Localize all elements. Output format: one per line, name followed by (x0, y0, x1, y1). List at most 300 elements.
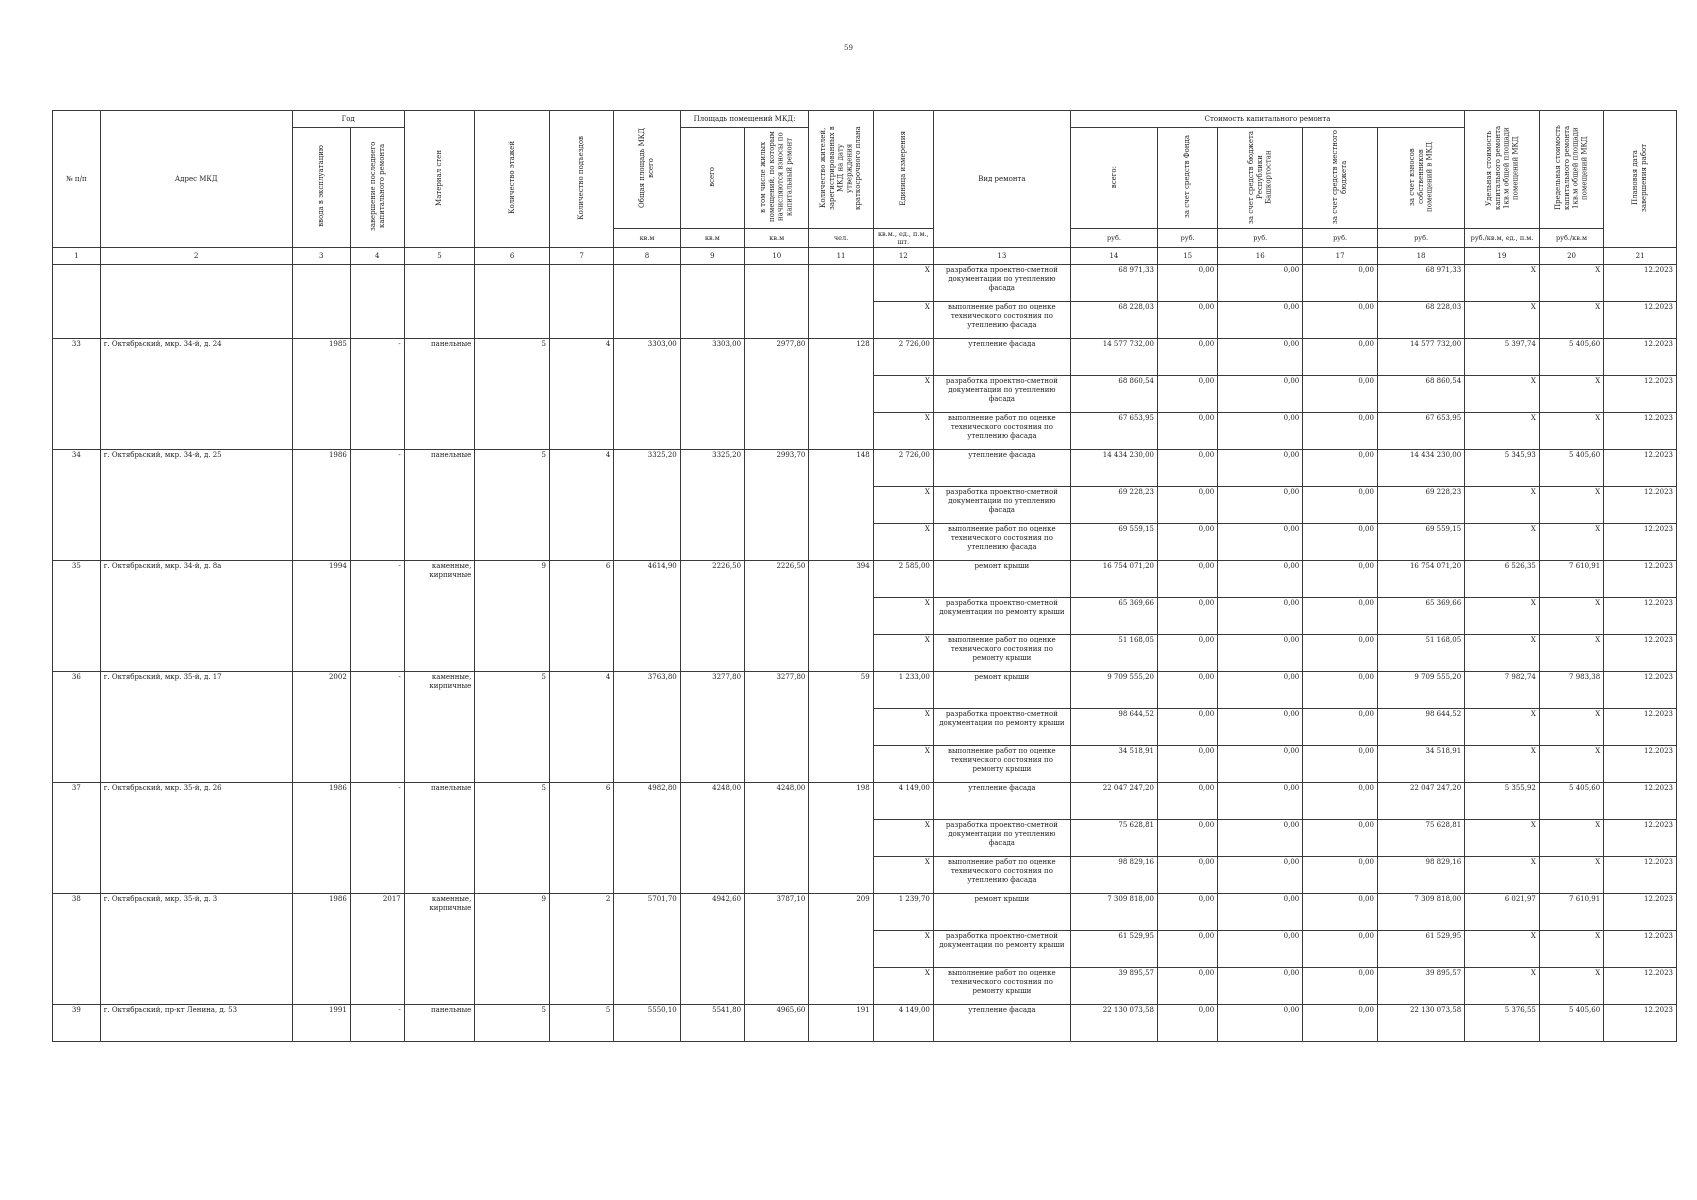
cell-repair: утепление фасада (933, 339, 1070, 376)
cell-fund: 0,00 (1158, 709, 1218, 746)
blank-cell (350, 265, 404, 339)
table-row-house (53, 1005, 1677, 1042)
cell-date: 12.2023 (1604, 561, 1677, 598)
cell-last: - (350, 783, 404, 894)
cell-fund: 0,00 (1158, 339, 1218, 376)
cell-date: 12.2023 (1604, 339, 1677, 376)
cell-year: 1994 (292, 561, 350, 672)
cell-total: 61 529,95 (1070, 931, 1157, 968)
cell-date: 12.2023 (1604, 783, 1677, 820)
cell-address: г. Октябрьский, мкр. 34-й, д. 25 (100, 450, 292, 561)
cell-maxc: Х (1539, 487, 1603, 524)
cell-area: 3763,80 (614, 672, 680, 783)
cell-year: 1991 (292, 1005, 350, 1042)
cell-owners: 68 228,03 (1377, 302, 1464, 339)
cell-repair: разработка проектно-сметной документации по ремонту крыши (933, 931, 1070, 968)
cell-total: 75 628,81 (1070, 820, 1157, 857)
cell-repair: выполнение работ по оценке технического состояния по ремонту крыши (933, 968, 1070, 1005)
cell-total: 51 168,05 (1070, 635, 1157, 672)
cell-prem: 5541,80 (680, 1005, 744, 1042)
cell-area: 5701,70 (614, 894, 680, 1005)
unit-cell: кв.м (680, 229, 744, 248)
cell-year: 2002 (292, 672, 350, 783)
cell-local: 0,00 (1303, 376, 1378, 413)
column-number: 4 (350, 248, 404, 265)
cell-total: 98 644,52 (1070, 709, 1157, 746)
cell-ucost: 7 982,74 (1465, 672, 1540, 709)
cell-unit: Х (873, 746, 933, 783)
cell-area: 3325,20 (614, 450, 680, 561)
cell-total: 68 860,54 (1070, 376, 1157, 413)
cell-local: 0,00 (1303, 746, 1378, 783)
cell-maxc: Х (1539, 413, 1603, 450)
cell-total: 68 228,03 (1070, 302, 1157, 339)
table-row-house (53, 561, 1677, 598)
cell-area: 4614,90 (614, 561, 680, 672)
column-number: 8 (614, 248, 680, 265)
cell-total: 65 369,66 (1070, 598, 1157, 635)
cell-entr: 4 (550, 339, 614, 450)
cell-rep: 0,00 (1218, 339, 1303, 376)
cell-owners: 34 518,91 (1377, 746, 1464, 783)
cell-local: 0,00 (1303, 894, 1378, 931)
cell-address: г. Октябрьский, мкр. 34-й, д. 8а (100, 561, 292, 672)
cell-rep: 0,00 (1218, 413, 1303, 450)
cell-owners: 69 559,15 (1377, 524, 1464, 561)
cell-owners: 65 369,66 (1377, 598, 1464, 635)
cell-total: 22 047 247,20 (1070, 783, 1157, 820)
cell-total: 7 309 818,00 (1070, 894, 1157, 931)
header-total-area: Общая площадь МКД всего (614, 111, 680, 229)
cell-local: 0,00 (1303, 561, 1378, 598)
cell-rep: 0,00 (1218, 931, 1303, 968)
header-no: № п/п (53, 111, 101, 248)
cell-owners: 14 434 230,00 (1377, 450, 1464, 487)
cell-ucost: Х (1465, 413, 1540, 450)
cell-owners: 98 644,52 (1377, 709, 1464, 746)
cell-rep: 0,00 (1218, 265, 1303, 302)
cell-owners: 22 047 247,20 (1377, 783, 1464, 820)
cell-repair: выполнение работ по оценке технического состояния по утеплению фасада (933, 302, 1070, 339)
cell-date: 12.2023 (1604, 524, 1677, 561)
blank-cell (53, 265, 101, 339)
cell-total: 14 434 230,00 (1070, 450, 1157, 487)
cell-repair: утепление фасада (933, 450, 1070, 487)
cell-repair: выполнение работ по оценке технического состояния по утеплению фасада (933, 413, 1070, 450)
cell-date: 12.2023 (1604, 450, 1677, 487)
cell-ucost: Х (1465, 635, 1540, 672)
cell-date: 12.2023 (1604, 820, 1677, 857)
cell-owners: 7 309 818,00 (1377, 894, 1464, 931)
cell-floors: 9 (475, 561, 550, 672)
cell-total: 69 559,15 (1070, 524, 1157, 561)
header-cost-republic: за счет средств бюджета Республики Башкортостан (1218, 128, 1303, 229)
cell-unit: Х (873, 413, 933, 450)
header-year-last-repair: завершение последнего капитального ремонта (350, 128, 404, 248)
cell-fund: 0,00 (1158, 783, 1218, 820)
cell-fund: 0,00 (1158, 1005, 1218, 1042)
cell-total: 34 518,91 (1070, 746, 1157, 783)
cell-contrib: 4965,60 (745, 1005, 809, 1042)
cell-ucost: Х (1465, 265, 1540, 302)
cell-local: 0,00 (1303, 672, 1378, 709)
cell-unit: Х (873, 302, 933, 339)
header-cost-total: всего: (1070, 128, 1157, 229)
cell-repair: утепление фасада (933, 783, 1070, 820)
cell-prem: 4942,60 (680, 894, 744, 1005)
cell-maxc: 7 983,38 (1539, 672, 1603, 709)
blank-cell (404, 265, 475, 339)
cell-maxc: 5 405,60 (1539, 783, 1603, 820)
blank-cell (614, 265, 680, 339)
cell-no: 33 (53, 339, 101, 450)
blank-cell (475, 265, 550, 339)
header-unit-cost: Удельная стоимость капитального ремонта 1кв.м общей площади помещений МКД (1465, 111, 1540, 229)
cell-wall: панельные (404, 783, 475, 894)
cell-contrib: 3787,10 (745, 894, 809, 1005)
cell-ucost: Х (1465, 376, 1540, 413)
cell-wall: панельные (404, 339, 475, 450)
cell-repair: ремонт крыши (933, 894, 1070, 931)
cell-last: - (350, 672, 404, 783)
column-number: 1 (53, 248, 101, 265)
column-number: 11 (809, 248, 873, 265)
column-number: 7 (550, 248, 614, 265)
cell-rep: 0,00 (1218, 302, 1303, 339)
unit-cell: руб./кв.м, ед., п.м. (1465, 229, 1540, 248)
cell-rep: 0,00 (1218, 1005, 1303, 1042)
cell-contrib: 2226,50 (745, 561, 809, 672)
cell-maxc: Х (1539, 968, 1603, 1005)
cell-res: 191 (809, 1005, 873, 1042)
cell-unit: 2 726,00 (873, 450, 933, 487)
cell-rep: 0,00 (1218, 561, 1303, 598)
cell-rep: 0,00 (1218, 598, 1303, 635)
column-number: 21 (1604, 248, 1677, 265)
page-number: 59 (844, 44, 853, 52)
unit-cell: руб. (1070, 229, 1157, 248)
cell-total: 16 754 071,20 (1070, 561, 1157, 598)
cell-entr: 4 (550, 672, 614, 783)
blank-cell (680, 265, 744, 339)
cell-entr: 2 (550, 894, 614, 1005)
cell-local: 0,00 (1303, 1005, 1378, 1042)
cell-unit: 2 585,00 (873, 561, 933, 598)
cell-owners: 16 754 071,20 (1377, 561, 1464, 598)
cell-area: 5550,10 (614, 1005, 680, 1042)
header-premises: Площадь помещений МКД: (680, 111, 809, 128)
column-number: 5 (404, 248, 475, 265)
cell-address: г. Октябрьский, мкр. 35-й, д. 17 (100, 672, 292, 783)
cell-local: 0,00 (1303, 339, 1378, 376)
cell-local: 0,00 (1303, 709, 1378, 746)
cell-ucost: Х (1465, 709, 1540, 746)
cell-maxc: Х (1539, 265, 1603, 302)
cell-total: 68 971,33 (1070, 265, 1157, 302)
cell-local: 0,00 (1303, 857, 1378, 894)
cell-ucost: Х (1465, 820, 1540, 857)
column-number: 10 (745, 248, 809, 265)
table-row-house (53, 450, 1677, 487)
cell-floors: 5 (475, 450, 550, 561)
cell-prem: 4248,00 (680, 783, 744, 894)
cell-repair: разработка проектно-сметной документации по утеплению фасада (933, 376, 1070, 413)
cell-total: 14 577 732,00 (1070, 339, 1157, 376)
column-number-row (53, 248, 1677, 265)
cell-ucost: 6 021,97 (1465, 894, 1540, 931)
cell-date: 12.2023 (1604, 709, 1677, 746)
cell-no: 38 (53, 894, 101, 1005)
column-number: 14 (1070, 248, 1157, 265)
cell-res: 198 (809, 783, 873, 894)
header-year-commission: ввода в эксплуатацию (292, 128, 350, 248)
cell-repair: разработка проектно-сметной документации по утеплению фасада (933, 820, 1070, 857)
cell-ucost: 5 376,55 (1465, 1005, 1540, 1042)
unit-cell: кв.м (614, 229, 680, 248)
cell-fund: 0,00 (1158, 672, 1218, 709)
cell-prem: 3325,20 (680, 450, 744, 561)
cell-ucost: Х (1465, 524, 1540, 561)
cell-owners: 22 130 073,58 (1377, 1005, 1464, 1042)
cell-maxc: Х (1539, 376, 1603, 413)
blank-cell (100, 265, 292, 339)
unit-cell: руб. (1158, 229, 1218, 248)
cell-local: 0,00 (1303, 931, 1378, 968)
cell-unit: Х (873, 931, 933, 968)
cell-fund: 0,00 (1158, 968, 1218, 1005)
cell-owners: 98 829,16 (1377, 857, 1464, 894)
header-premises-total: всего (680, 128, 744, 229)
header-cost-local: за счет средств местного бюджета (1303, 128, 1378, 229)
cell-repair: ремонт крыши (933, 561, 1070, 598)
cell-floors: 9 (475, 894, 550, 1005)
cell-entr: 5 (550, 1005, 614, 1042)
table-header (53, 111, 1677, 265)
cell-contrib: 2977,80 (745, 339, 809, 450)
cell-owners: 75 628,81 (1377, 820, 1464, 857)
cell-repair: выполнение работ по оценке технического состояния по ремонту крыши (933, 635, 1070, 672)
table-body (53, 265, 1677, 1042)
cell-rep: 0,00 (1218, 894, 1303, 931)
cell-unit: Х (873, 635, 933, 672)
cell-date: 12.2023 (1604, 931, 1677, 968)
cell-maxc: 5 405,60 (1539, 1005, 1603, 1042)
cell-repair: выполнение работ по оценке технического состояния по утеплению фасада (933, 524, 1070, 561)
cell-unit: Х (873, 857, 933, 894)
cell-wall: панельные (404, 450, 475, 561)
cell-unit: 4 149,00 (873, 1005, 933, 1042)
cell-local: 0,00 (1303, 413, 1378, 450)
cell-date: 12.2023 (1604, 302, 1677, 339)
cell-rep: 0,00 (1218, 487, 1303, 524)
cell-maxc: Х (1539, 820, 1603, 857)
cell-total: 69 228,23 (1070, 487, 1157, 524)
header-unit-measure: Единица измерения (873, 111, 933, 229)
cell-fund: 0,00 (1158, 561, 1218, 598)
cell-prem: 3303,00 (680, 339, 744, 450)
cell-fund: 0,00 (1158, 302, 1218, 339)
cell-floors: 5 (475, 1005, 550, 1042)
cell-unit: Х (873, 598, 933, 635)
cell-wall: каменные, кирпичные (404, 561, 475, 672)
cell-unit: Х (873, 524, 933, 561)
cell-ucost: 5 345,93 (1465, 450, 1540, 487)
cell-local: 0,00 (1303, 968, 1378, 1005)
repair-plan-table-wrap (52, 110, 1677, 1042)
cell-owners: 68 860,54 (1377, 376, 1464, 413)
header-cost: Стоимость капитального ремонта (1070, 111, 1464, 128)
column-number: 13 (933, 248, 1070, 265)
cell-maxc: 7 610,91 (1539, 894, 1603, 931)
cell-last: - (350, 1005, 404, 1042)
cell-last: 2017 (350, 894, 404, 1005)
cell-fund: 0,00 (1158, 894, 1218, 931)
cell-prem: 2226,50 (680, 561, 744, 672)
cell-maxc: Х (1539, 857, 1603, 894)
cell-owners: 14 577 732,00 (1377, 339, 1464, 376)
table-row-house (53, 672, 1677, 709)
cell-fund: 0,00 (1158, 598, 1218, 635)
cell-res: 209 (809, 894, 873, 1005)
cell-ucost: Х (1465, 968, 1540, 1005)
cell-owners: 69 228,23 (1377, 487, 1464, 524)
cell-total: 22 130 073,58 (1070, 1005, 1157, 1042)
cell-local: 0,00 (1303, 820, 1378, 857)
cell-rep: 0,00 (1218, 820, 1303, 857)
cell-res: 59 (809, 672, 873, 783)
cell-unit: 2 726,00 (873, 339, 933, 376)
cell-repair: разработка проектно-сметной документации по утеплению фасада (933, 487, 1070, 524)
table-row-house (53, 339, 1677, 376)
cell-rep: 0,00 (1218, 635, 1303, 672)
cell-no: 39 (53, 1005, 101, 1042)
cell-floors: 5 (475, 339, 550, 450)
unit-cell: руб. (1218, 229, 1303, 248)
cell-local: 0,00 (1303, 265, 1378, 302)
cell-wall: каменные, кирпичные (404, 894, 475, 1005)
cell-local: 0,00 (1303, 302, 1378, 339)
cell-contrib: 4248,00 (745, 783, 809, 894)
cell-date: 12.2023 (1604, 376, 1677, 413)
cell-owners: 51 168,05 (1377, 635, 1464, 672)
cell-date: 12.2023 (1604, 1005, 1677, 1042)
unit-cell: руб. (1377, 229, 1464, 248)
cell-year: 1986 (292, 894, 350, 1005)
column-number: 17 (1303, 248, 1378, 265)
cell-local: 0,00 (1303, 598, 1378, 635)
cell-date: 12.2023 (1604, 857, 1677, 894)
cell-maxc: Х (1539, 746, 1603, 783)
cell-maxc: Х (1539, 302, 1603, 339)
header-entrances: Количество подъездов (550, 111, 614, 248)
table-row-house (53, 783, 1677, 820)
cell-total: 9 709 555,20 (1070, 672, 1157, 709)
cell-local: 0,00 (1303, 635, 1378, 672)
cell-local: 0,00 (1303, 450, 1378, 487)
header-address: Адрес МКД (100, 111, 292, 248)
cell-local: 0,00 (1303, 524, 1378, 561)
cell-unit: Х (873, 709, 933, 746)
cell-last: - (350, 339, 404, 450)
cell-owners: 67 653,95 (1377, 413, 1464, 450)
cell-fund: 0,00 (1158, 820, 1218, 857)
cell-repair: разработка проектно-сметной документации по утеплению фасада (933, 265, 1070, 302)
cell-unit: Х (873, 968, 933, 1005)
cell-unit: Х (873, 820, 933, 857)
cell-address: г. Октябрьский, мкр. 35-й, д. 3 (100, 894, 292, 1005)
cell-date: 12.2023 (1604, 894, 1677, 931)
cell-maxc: Х (1539, 931, 1603, 968)
cell-fund: 0,00 (1158, 524, 1218, 561)
column-number: 15 (1158, 248, 1218, 265)
cell-local: 0,00 (1303, 487, 1378, 524)
cell-res: 128 (809, 339, 873, 450)
cell-repair: разработка проектно-сметной документации по ремонту крыши (933, 709, 1070, 746)
cell-year: 1985 (292, 339, 350, 450)
cell-entr: 4 (550, 450, 614, 561)
cell-no: 35 (53, 561, 101, 672)
cell-maxc: 7 610,91 (1539, 561, 1603, 598)
cell-ucost: Х (1465, 746, 1540, 783)
cell-last: - (350, 450, 404, 561)
unit-cell: чел. (809, 229, 873, 248)
cell-wall: панельные (404, 1005, 475, 1042)
column-number: 3 (292, 248, 350, 265)
cell-unit: Х (873, 376, 933, 413)
cell-rep: 0,00 (1218, 376, 1303, 413)
header-cost-owners: за счет взносов собственников помещений в МКД (1377, 128, 1464, 229)
cell-wall: каменные, кирпичные (404, 672, 475, 783)
cell-total: 98 829,16 (1070, 857, 1157, 894)
table-row-subwork (53, 265, 1677, 302)
cell-repair: утепление фасада (933, 1005, 1070, 1042)
cell-date: 12.2023 (1604, 746, 1677, 783)
unit-cell: кв.м (745, 229, 809, 248)
cell-unit: 1 233,00 (873, 672, 933, 709)
cell-year: 1986 (292, 783, 350, 894)
cell-contrib: 3277,80 (745, 672, 809, 783)
table-row-house (53, 894, 1677, 931)
cell-no: 37 (53, 783, 101, 894)
header-repair-type: Вид ремонта (933, 111, 1070, 248)
cell-area: 3303,00 (614, 339, 680, 450)
cell-date: 12.2023 (1604, 265, 1677, 302)
cell-unit: Х (873, 265, 933, 302)
cell-local: 0,00 (1303, 783, 1378, 820)
blank-cell (550, 265, 614, 339)
cell-owners: 9 709 555,20 (1377, 672, 1464, 709)
cell-fund: 0,00 (1158, 746, 1218, 783)
header-cost-fund: за счет средств Фонда (1158, 128, 1218, 229)
cell-year: 1986 (292, 450, 350, 561)
cell-total: 39 895,57 (1070, 968, 1157, 1005)
header-residents: Количество жителей, зарегистрированных в МКД на дату утверждения краткосрочного плана (809, 111, 873, 229)
cell-floors: 5 (475, 672, 550, 783)
cell-owners: 39 895,57 (1377, 968, 1464, 1005)
column-number: 9 (680, 248, 744, 265)
blank-cell (292, 265, 350, 339)
blank-cell (745, 265, 809, 339)
cell-ucost: 5 355,92 (1465, 783, 1540, 820)
cell-maxc: Х (1539, 635, 1603, 672)
cell-owners: 61 529,95 (1377, 931, 1464, 968)
cell-unit: 4 149,00 (873, 783, 933, 820)
cell-ucost: Х (1465, 302, 1540, 339)
column-number: 18 (1377, 248, 1464, 265)
cell-area: 4982,80 (614, 783, 680, 894)
cell-fund: 0,00 (1158, 487, 1218, 524)
unit-cell: кв.м., ед., п.м., шт. (873, 229, 933, 248)
